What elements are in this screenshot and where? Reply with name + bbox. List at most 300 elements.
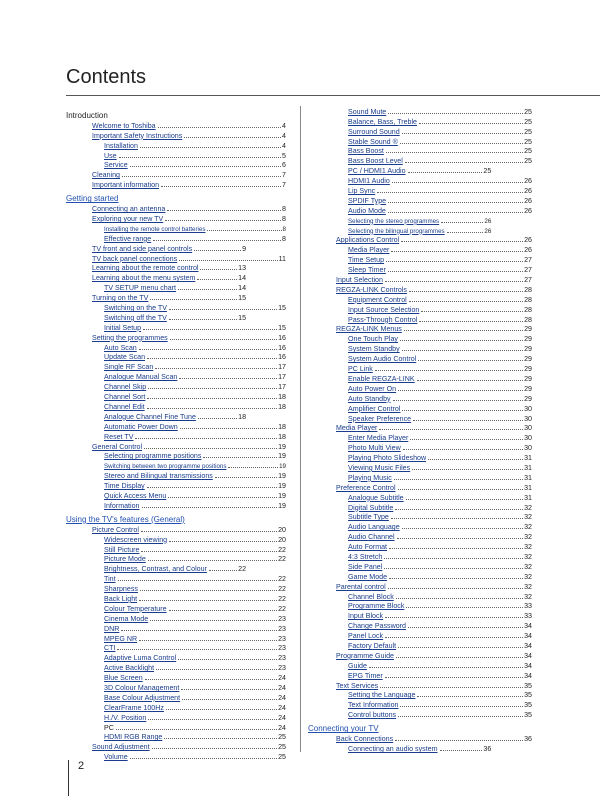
toc-entry-label[interactable]: TV front and side panel controls [92, 244, 193, 253]
toc-entry[interactable] [308, 383, 534, 393]
toc-entry[interactable] [66, 292, 248, 302]
toc-entry[interactable] [66, 361, 288, 371]
toc-entry[interactable] [66, 480, 288, 490]
toc-entry-label[interactable]: 4:3 Stretch [348, 552, 383, 561]
toc-entry-label[interactable]: System Audio Control [348, 355, 417, 364]
toc-entry-label[interactable]: Stereo and Bilingual transmissions [104, 472, 213, 481]
toc-leader-dots [169, 309, 277, 310]
toc-entry-label[interactable]: Enter Media Player [348, 434, 409, 443]
toc-entry[interactable] [66, 401, 288, 411]
toc-entry-label[interactable]: Switching between two programme positions [104, 463, 227, 471]
toc-leader-dots [409, 291, 523, 292]
toc-entry-label[interactable]: Use [104, 151, 117, 160]
toc-entry[interactable] [308, 165, 493, 175]
toc-entry[interactable] [308, 640, 534, 650]
toc-entry[interactable] [308, 551, 534, 561]
toc-entry-label[interactable]: H./V. Position [104, 713, 147, 722]
toc-entry[interactable] [308, 393, 534, 403]
toc-entry-label[interactable]: Still Picture [104, 545, 140, 554]
toc-entry[interactable] [66, 583, 288, 593]
toc-entry[interactable] [308, 620, 534, 630]
toc-entry[interactable] [66, 623, 288, 633]
toc-entry-label[interactable]: Colour Temperature [104, 604, 167, 613]
toc-entry-label[interactable]: Parental control [336, 582, 386, 591]
toc-entry[interactable] [66, 140, 288, 150]
toc-entry[interactable] [66, 381, 288, 391]
toc-entry[interactable] [308, 373, 534, 383]
toc-leader-dots [403, 449, 523, 450]
toc-entry[interactable] [308, 690, 534, 700]
toc-entry-label[interactable]: Selecting programme positions [104, 452, 202, 461]
toc-entry[interactable] [308, 680, 534, 690]
toc-leader-dots [184, 137, 281, 138]
toc-entry-label[interactable]: Sound Adjustment [92, 743, 150, 752]
toc-entry[interactable] [66, 342, 288, 352]
toc-entry[interactable] [308, 452, 534, 462]
toc-entry-label[interactable]: EPG Timer [348, 671, 383, 680]
toc-entry-label[interactable]: Initial Setup [104, 323, 142, 332]
toc-entry[interactable] [66, 524, 288, 534]
toc-leader-dots [388, 202, 523, 203]
toc-entry-page: 20 [278, 525, 286, 534]
toc-entry-label[interactable]: Media Player [348, 246, 390, 255]
toc-entry[interactable] [308, 541, 534, 551]
toc-entry-page: 25 [278, 753, 286, 762]
toc-entry-label[interactable]: Photo Multi View [348, 444, 401, 453]
toc-entry-page: 34 [524, 651, 532, 660]
toc-entry[interactable] [66, 130, 288, 140]
toc-entry-label[interactable]: Update Scan [104, 353, 146, 362]
toc-entry-label[interactable]: HDMI1 Audio [348, 177, 390, 186]
toc-entry[interactable] [66, 282, 248, 292]
toc-entry[interactable] [308, 324, 534, 334]
toc-entry[interactable] [308, 116, 534, 126]
title-rule [66, 95, 600, 96]
toc-entry[interactable] [308, 205, 534, 215]
toc-entry-page: 35 [524, 711, 532, 720]
toc-entry-label[interactable]: Auto Scan [104, 343, 137, 352]
toc-entry-page: 22 [278, 575, 286, 584]
toc-entry-label[interactable]: Channel Block [348, 592, 394, 601]
toc-entry[interactable] [308, 294, 534, 304]
toc-entry[interactable] [66, 322, 288, 332]
toc-leader-dots [400, 340, 523, 341]
toc-entry-label[interactable]: Preference Control [336, 483, 396, 492]
toc-entry-label[interactable]: Service [104, 161, 128, 170]
toc-entry[interactable] [308, 106, 534, 116]
toc-entry[interactable] [66, 421, 288, 431]
toc-entry-label[interactable]: Selecting the bilingual programmes [348, 227, 445, 235]
toc-entry-label[interactable]: Back Connections [336, 735, 394, 744]
toc-entry-label[interactable]: REGZA-LINK Menus [336, 325, 402, 334]
toc-entry-label[interactable]: REGZA-LINK Controls [336, 285, 407, 294]
toc-section-heading [66, 109, 288, 120]
toc-entry-label[interactable]: Back Light [104, 594, 138, 603]
toc-entry[interactable] [308, 175, 534, 185]
toc-entry[interactable] [308, 432, 534, 442]
toc-entry[interactable] [308, 136, 534, 146]
toc-entry[interactable] [308, 244, 534, 254]
toc-entry[interactable] [66, 554, 288, 564]
toc-entry-label[interactable]: Learning about the menu system [92, 274, 196, 283]
toc-entry[interactable] [66, 302, 288, 312]
toc-entry[interactable] [66, 391, 288, 401]
toc-entry-label[interactable]: Connecting an audio system [348, 745, 438, 753]
toc-leader-dots [412, 469, 523, 470]
toc-entry-label[interactable]: Volume [104, 753, 128, 762]
toc-entry-label[interactable]: Important information [92, 181, 160, 190]
toc-leader-dots [150, 299, 237, 300]
toc-entry[interactable] [66, 451, 288, 461]
toc-entry-label[interactable]: General Control [92, 442, 143, 451]
toc-entry[interactable] [66, 233, 288, 243]
toc-entry[interactable] [66, 332, 288, 342]
toc-entry[interactable] [308, 442, 534, 452]
toc-entry-label[interactable]: Learning about the remote control [92, 264, 199, 273]
toc-entry-label[interactable]: Brightness, Contrast, and Colour [104, 565, 207, 574]
toc-entry-label[interactable]: Audio Language [348, 523, 400, 532]
toc-entry-label[interactable]: Text Services [336, 681, 379, 690]
toc-entry-label[interactable]: Getting started [66, 194, 119, 204]
toc-entry-page: 34 [524, 671, 532, 680]
toc-entry-label[interactable]: Auto Standby [348, 394, 391, 403]
toc-entry-label[interactable]: TV back panel connections [92, 254, 178, 263]
toc-entry[interactable] [66, 500, 288, 510]
toc-entry[interactable] [66, 169, 288, 179]
toc-entry[interactable] [66, 160, 288, 170]
toc-entry[interactable] [66, 732, 288, 742]
toc-entry-label[interactable]: Change Password [348, 622, 406, 631]
toc-entry[interactable] [66, 741, 288, 751]
toc-entry-label[interactable]: Lip Sync [348, 187, 376, 196]
toc-section-heading[interactable] [66, 192, 288, 203]
toc-entry[interactable] [308, 146, 534, 156]
toc-entry-label[interactable]: Active Backlight [104, 664, 155, 673]
toc-entry[interactable] [66, 633, 288, 643]
toc-entry[interactable] [308, 521, 534, 531]
toc-entry[interactable] [66, 243, 248, 253]
column-divider [300, 106, 301, 752]
toc-entry[interactable] [308, 235, 534, 245]
toc-entry-label[interactable]: TV SETUP menu chart [104, 284, 177, 293]
toc-entry-label[interactable]: Game Mode [348, 572, 388, 581]
toc-entry[interactable] [66, 534, 288, 544]
toc-entry-page: 16 [278, 343, 286, 352]
toc-entry-page: 32 [524, 582, 532, 591]
toc-entry[interactable] [66, 652, 288, 662]
toc-entry-label[interactable]: Information [104, 501, 140, 510]
toc-entry[interactable] [308, 472, 534, 482]
toc-entry[interactable] [308, 660, 534, 670]
toc-entry[interactable] [308, 630, 534, 640]
toc-entry[interactable] [308, 462, 534, 472]
toc-entry-label[interactable]: Guide [348, 661, 367, 670]
toc-entry-label[interactable]: MPEG NR [104, 634, 138, 643]
toc-entry[interactable] [308, 650, 534, 660]
toc-entry[interactable] [66, 751, 288, 761]
toc-entry-label[interactable]: Text Information [348, 701, 399, 710]
toc-entry-label[interactable]: Amplifier Control [348, 404, 401, 413]
toc-entry-label[interactable]: Programme Block [348, 602, 405, 611]
toc-entry-label[interactable]: Installing the remote control batteries [104, 225, 206, 233]
toc-entry-label[interactable]: One Touch Play [348, 335, 398, 344]
toc-section-heading[interactable] [66, 513, 288, 524]
toc-entry-label[interactable]: Applications Control [336, 236, 400, 245]
toc-entry[interactable] [66, 544, 288, 554]
toc-entry-label[interactable]: Digital Subtitle [348, 503, 394, 512]
toc-entry-label[interactable]: CTI [104, 644, 116, 653]
toc-entry-label[interactable]: Time Setup [348, 256, 385, 265]
toc-entry-label[interactable]: Turning on the TV [92, 294, 149, 303]
toc-entry-label[interactable]: Base Colour Adjustment [104, 693, 181, 702]
toc-entry-label[interactable]: Important Safety Instructions [92, 131, 183, 140]
toc-entry[interactable] [66, 272, 248, 282]
toc-entry-label[interactable]: Single RF Scan [104, 363, 154, 372]
toc-entry[interactable] [66, 643, 288, 653]
toc-entry-label[interactable]: Side Panel [348, 562, 383, 571]
toc-entry-page: 26 [524, 196, 532, 205]
toc-entry-page: 29 [524, 355, 532, 364]
toc-entry[interactable] [66, 213, 288, 223]
toc-entry-label[interactable]: Cleaning [92, 171, 121, 180]
toc-entry-label[interactable]: Stable Sound ® [348, 137, 398, 146]
toc-entry[interactable] [308, 581, 534, 591]
toc-entry-label[interactable]: Input Selection [336, 276, 383, 285]
toc-entry[interactable] [66, 593, 288, 603]
toc-entry-label[interactable]: Effective range [104, 234, 152, 243]
toc-entry-label[interactable]: Viewing Music Files [348, 463, 411, 472]
toc-entry-page: 27 [524, 256, 532, 265]
toc-entry[interactable] [308, 403, 534, 413]
toc-entry-label[interactable]: Speaker Preference [348, 414, 412, 423]
toc-entry-page: 17 [278, 363, 286, 372]
toc-entry-label[interactable]: Input Source Selection [348, 305, 420, 314]
toc-leader-dots [180, 428, 277, 429]
toc-entry-label[interactable]: Balance, Bass, Treble [348, 117, 418, 126]
toc-entry[interactable] [308, 314, 534, 324]
toc-entry-page: 32 [524, 533, 532, 542]
toc-entry[interactable] [66, 603, 288, 613]
toc-entry-label[interactable]: Surround Sound [348, 127, 400, 136]
toc-entry-label[interactable]: Factory Default [348, 641, 397, 650]
toc-leader-dots [398, 716, 523, 717]
toc-entry[interactable] [308, 423, 534, 433]
toc-entry-label[interactable]: Audio Channel [348, 533, 395, 542]
toc-entry-label[interactable]: Panel Lock [348, 632, 384, 641]
toc-entry[interactable] [308, 482, 534, 492]
toc-entry[interactable] [66, 223, 288, 233]
toc-entry[interactable] [308, 264, 534, 274]
toc-entry-label[interactable]: Channel Sort [104, 393, 146, 402]
toc-entry[interactable] [308, 670, 534, 680]
toc-entry-label[interactable]: Playing Music [348, 473, 392, 482]
toc-entry[interactable] [308, 502, 534, 512]
toc-entry-label[interactable]: Selecting the stereo programmes [348, 217, 440, 225]
toc-entry-label[interactable]: Blue Screen [104, 674, 143, 683]
toc-entry[interactable] [66, 470, 288, 480]
toc-entry[interactable] [308, 610, 534, 620]
toc-entry-label[interactable]: Using the TV's features (General) [66, 514, 185, 524]
toc-entry[interactable] [66, 712, 288, 722]
toc-entry[interactable] [308, 274, 534, 284]
toc-entry[interactable] [308, 333, 534, 343]
toc-entry-label[interactable]: Switching off the TV [104, 313, 167, 322]
toc-entry[interactable] [66, 460, 288, 470]
toc-entry[interactable] [308, 601, 534, 611]
toc-entry[interactable] [66, 490, 288, 500]
toc-leader-dots [121, 630, 277, 631]
toc-entry[interactable] [66, 120, 288, 130]
toc-entry-label[interactable]: Analogue Channel Fine Tune [104, 412, 196, 421]
toc-entry-label[interactable]: Enable REGZA-LINK [348, 374, 415, 383]
toc-entry-label[interactable]: Welcome to Toshiba [92, 121, 156, 130]
toc-entry[interactable] [308, 284, 534, 294]
toc-entry-label[interactable]: Tint [104, 575, 116, 584]
toc-leader-dots [392, 182, 523, 183]
toc-entry-label[interactable]: Switching on the TV [104, 304, 167, 313]
toc-entry[interactable] [308, 561, 534, 571]
toc-entry-page: 8 [282, 205, 286, 214]
toc-entry[interactable] [308, 743, 493, 753]
toc-entry-label[interactable]: System Standby [348, 345, 400, 354]
toc-entry-label[interactable]: Channel Skip [104, 383, 147, 392]
toc-entry[interactable] [66, 352, 288, 362]
toc-entry-label[interactable]: Cinema Mode [104, 614, 149, 623]
toc-entry-label[interactable]: Programme Guide [336, 651, 394, 660]
toc-entry-label[interactable]: Bass Boost [348, 147, 384, 156]
toc-entry[interactable] [308, 155, 534, 165]
toc-entry[interactable] [66, 150, 288, 160]
toc-entry-label[interactable]: HDMI RGB Range [104, 733, 163, 742]
toc-entry-label[interactable]: Widescreen viewing [104, 535, 168, 544]
toc-entry[interactable] [66, 411, 248, 421]
toc-entry-page: 29 [524, 325, 532, 334]
toc-entry[interactable] [66, 563, 248, 573]
toc-entry[interactable] [308, 363, 534, 373]
toc-entry-page: 15 [278, 323, 286, 332]
toc-entry[interactable] [66, 371, 288, 381]
toc-entry-label[interactable]: Installation [104, 141, 138, 150]
toc-entry-page: 33 [524, 602, 532, 611]
toc-entry[interactable] [66, 702, 288, 712]
toc-entry-label[interactable]: Picture Control [92, 525, 139, 534]
toc-entry-label[interactable]: Equipment Control [348, 295, 407, 304]
toc-leader-dots [402, 350, 523, 351]
toc-entry-label[interactable]: Connecting your TV [308, 724, 379, 734]
toc-entry[interactable] [66, 722, 288, 732]
toc-entry-label[interactable]: Auto Format [348, 543, 388, 552]
toc-entry[interactable] [66, 431, 288, 441]
toc-entry-label[interactable]: Analogue Manual Scan [104, 373, 178, 382]
toc-section-heading[interactable] [308, 722, 534, 733]
toc-entry[interactable] [66, 253, 288, 263]
toc-leader-dots [153, 240, 281, 241]
toc-entry[interactable] [308, 571, 534, 581]
toc-entry-label[interactable]: Sound Mute [348, 107, 387, 116]
toc-entry-label[interactable]: Subtitle Type [348, 513, 389, 522]
toc-entry-label[interactable]: Setting the Language [348, 691, 416, 700]
toc-entry-page: 35 [524, 691, 532, 700]
toc-entry-label[interactable]: Setting the programmes [92, 333, 168, 342]
toc-entry[interactable] [308, 195, 534, 205]
toc-entry-label[interactable]: Control buttons [348, 711, 397, 720]
toc-leader-dots [408, 172, 483, 173]
toc-entry[interactable] [66, 692, 288, 702]
toc-entry[interactable] [308, 492, 534, 502]
toc-entry-label[interactable]: Playing Photo Slideshow [348, 454, 427, 463]
toc-entry-label[interactable]: PC / HDMI1 Audio [348, 167, 406, 176]
toc-entry-label[interactable]: SPDIF Type [348, 196, 387, 205]
toc-entry[interactable] [308, 353, 534, 363]
toc-entry[interactable] [66, 662, 288, 672]
toc-entry[interactable] [66, 179, 288, 189]
toc-leader-dots [388, 588, 523, 589]
toc-entry-page: 8 [282, 215, 286, 224]
toc-entry-label[interactable]: Channel Edit [104, 402, 145, 411]
toc-entry-label[interactable]: Media Player [336, 424, 378, 433]
toc-entry[interactable] [66, 613, 288, 623]
toc-entry-label[interactable]: Audio Mode [348, 206, 386, 215]
toc-entry-label[interactable]: DNR [104, 624, 120, 633]
toc-entry-label[interactable]: Picture Mode [104, 555, 146, 564]
toc-entry-label[interactable]: Exploring your new TV [92, 215, 164, 224]
toc-entry-label[interactable]: Adaptive Luma Control [104, 654, 177, 663]
toc-entry[interactable] [308, 126, 534, 136]
toc-entry[interactable] [66, 441, 288, 451]
toc-entry[interactable] [308, 225, 493, 235]
toc-entry[interactable] [308, 254, 534, 264]
toc-entry-label[interactable]: Automatic Power Down [104, 422, 178, 431]
toc-leader-dots [156, 669, 277, 670]
toc-entry-page: 22 [278, 545, 286, 554]
toc-entry-label[interactable]: Time Display [104, 482, 145, 491]
toc-entry-label[interactable]: Connecting an antenna [92, 205, 166, 214]
toc-entry-label[interactable]: 3D Colour Management [104, 683, 180, 692]
toc-entry[interactable] [308, 512, 534, 522]
toc-entry-label[interactable]: Sleep Timer [348, 266, 386, 275]
toc-entry-label[interactable]: Bass Boost Level [348, 157, 403, 166]
toc-entry[interactable] [308, 215, 493, 225]
toc-entry-label[interactable]: PC Link [348, 365, 373, 374]
toc-entry[interactable] [66, 263, 248, 273]
toc-entry[interactable] [66, 203, 288, 213]
toc-entry-label[interactable]: ClearFrame 100Hz [104, 703, 164, 712]
toc-entry[interactable] [66, 573, 288, 583]
toc-entry[interactable] [308, 709, 534, 719]
toc-entry-page: 31 [524, 493, 532, 502]
toc-entry[interactable] [66, 312, 248, 322]
toc-entry-page: 30 [524, 424, 532, 433]
toc-entry[interactable] [66, 672, 288, 682]
toc-entry[interactable] [308, 531, 534, 541]
toc-entry-label[interactable]: Input Block [348, 612, 384, 621]
toc-entry-label[interactable]: Quick Access Menu [104, 491, 167, 500]
toc-entry[interactable] [66, 682, 288, 692]
toc-entry-label[interactable]: Reset TV [104, 432, 134, 441]
toc-entry[interactable] [308, 591, 534, 601]
toc-entry[interactable] [308, 699, 534, 709]
toc-entry-label[interactable]: Auto Power On [348, 384, 397, 393]
toc-entry-label[interactable]: Sharpness [104, 585, 138, 594]
toc-entry[interactable] [308, 343, 534, 353]
toc-entry[interactable] [308, 413, 534, 423]
toc-entry[interactable] [308, 185, 534, 195]
toc-entry[interactable] [308, 304, 534, 314]
toc-entry-label[interactable]: Pass-Through Control [348, 315, 418, 324]
toc-entry-label[interactable]: Analogue Subtitle [348, 493, 404, 502]
toc-entry[interactable] [308, 733, 534, 743]
toc-entry-page: 26 [484, 227, 492, 235]
